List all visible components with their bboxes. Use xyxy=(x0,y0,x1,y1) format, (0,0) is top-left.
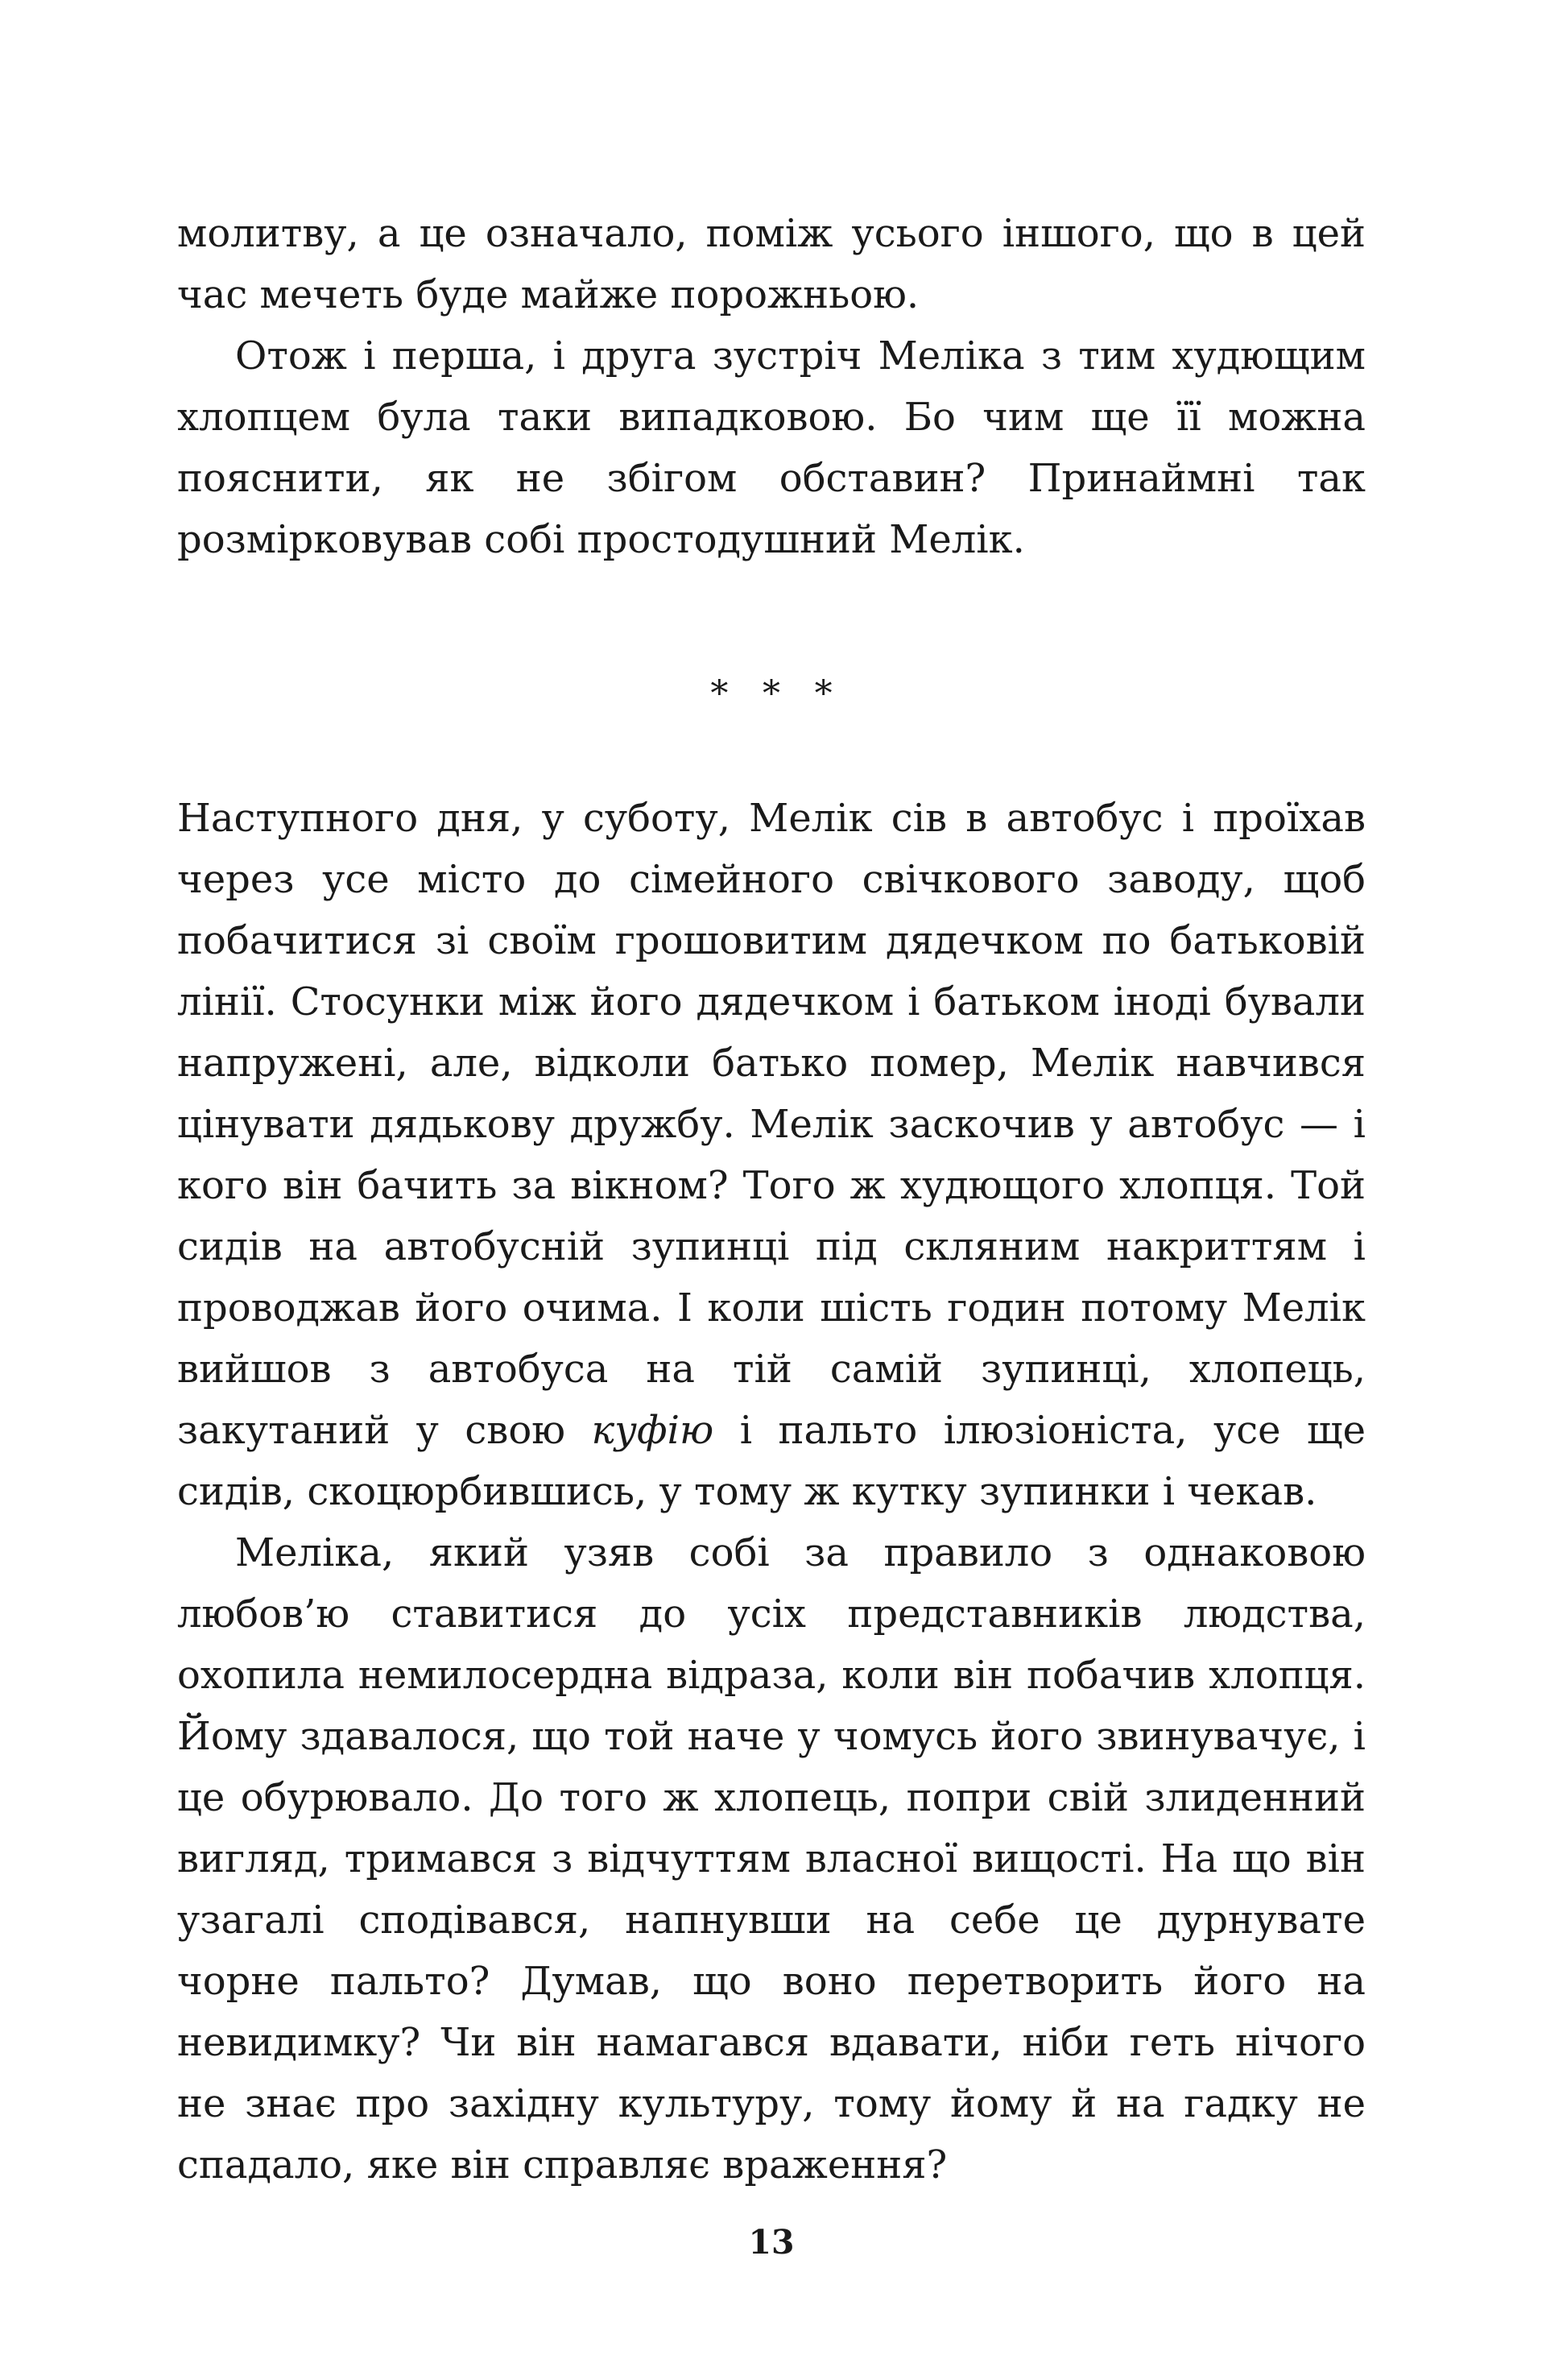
text-run: Отож і перша, і друга зустріч Меліка з тим худющим хлопцем була таки випадковою. Бо чим ще її можна пояснити, як не збігом обставин? Принаймні так розмірковував собі простодушний Мелік. xyxy=(177,333,1366,562)
text-run: Наступного дня, у суботу, Мелік сів в автобус і проїхав через усе місто до сімейного свічкового заводу, щоб побачитися зі своїм грошовитим дядечком по батьковій лінії. Стосунки між його дядечком і батьком іноді бували напружені, але, відколи батько помер, Мелік навчився цінувати дядькову дружбу. Мелік заскочив у автобус — і кого він бачить за вікном? Того ж худющого хлопця. Той сидів на автобусній зупинці під скляним накриттям і проводжав його очима. І коли шість годин потому Мелік вийшов з автобуса на тій самій зупинці, хлопець, закутаний у свою xyxy=(177,796,1366,1453)
text-run: Меліка, який узяв собі за правило з однаковою любов’ю ставитися до усіх представників людства, охопила немилосердна відраза, коли він побачив хлопця. Йому здавалося, що той наче у чомусь його звинувачує, і це обурювало. До того ж хлопець, попри свій злиденний вигляд, тримався з відчуттям власної вищості. На що він узагалі сподівався, напнувши на себе це дурнувате чорне пальто? Думав, що воно перетворить його на невидимку? Чи він намагався вдавати, ніби геть нічого не знає про західну культуру, тому йому й на гадку не спадало, яке він справляє враження? xyxy=(177,1530,1366,2188)
paragraph xyxy=(177,203,1366,325)
text-run: і пальто ілюзіоніста, усе ще сидів, скоцюрбившись, у тому ж кутку зупинки і чекав. xyxy=(177,1408,1366,1514)
paragraph xyxy=(177,1522,1366,2196)
italic-term: куфію xyxy=(591,1408,714,1453)
paragraph xyxy=(177,788,1366,1522)
text-run: молитву, а це означало, поміж усього іншого, що в цей час мечеть буде майже порожньою. xyxy=(177,211,1366,317)
text-column xyxy=(177,203,1366,2196)
paragraph xyxy=(177,325,1366,570)
page-number: 13 xyxy=(748,2223,795,2262)
section-separator: * * * xyxy=(710,673,833,714)
